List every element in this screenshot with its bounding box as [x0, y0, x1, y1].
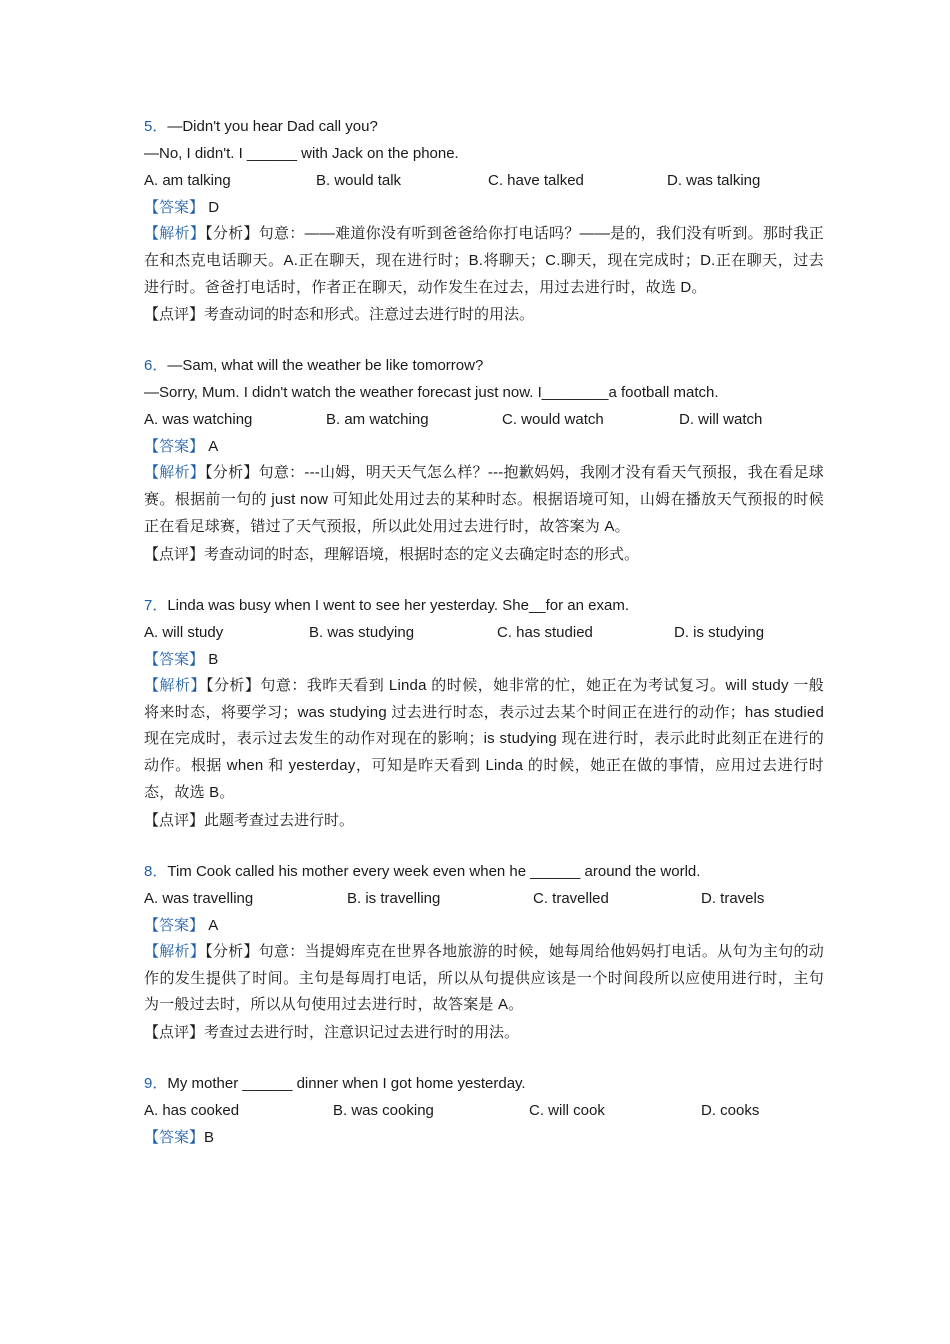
- answer-value: A: [208, 916, 219, 934]
- option-a: A. has cooked: [144, 1102, 240, 1120]
- options-row: [144, 167, 824, 194]
- question-stem-line: —Sorry, Mum. I didn't watch the weather forecast just now. I________a football match.: [144, 384, 719, 402]
- option-c: C. will cook: [529, 1102, 605, 1120]
- question-number: 6．: [144, 357, 168, 375]
- comment-line: 【点评】考查动词的时态和形式。注意过去进行时的用法。: [144, 306, 535, 324]
- option-d: D. cooks: [701, 1102, 760, 1120]
- option-d: D. travels: [701, 889, 765, 907]
- analysis-paragraph: [144, 673, 824, 807]
- answer-value: D: [208, 199, 220, 216]
- answer-value: A: [208, 438, 219, 456]
- analysis-text: 【分析】句意：---山姆，明天天气怎么样？---抱歉妈妈，我刚才没有看天气预报，我在看足球赛。根据前一句的 just now 可知此处用过去的某种时态。根据语境可知，山姆在播放天气预报的时候正在看足球赛，错过了天气预报，所以此处用过去进行时，故答案为 A。: [144, 464, 824, 535]
- answer-tag: 【答案】: [144, 650, 205, 668]
- analysis-paragraph: [144, 939, 824, 1019]
- answer-line: [144, 1124, 824, 1151]
- question-8: [144, 858, 824, 1046]
- question-stem-line: —No, I didn't. I ______ with Jack on the phone.: [144, 145, 459, 162]
- options-row: [144, 885, 824, 912]
- comment-line: 【点评】考查过去进行时，注意识记过去进行时的用法。: [144, 1024, 520, 1042]
- option-c: C. have talked: [488, 172, 584, 189]
- analysis-text: 【分析】句意：我昨天看到 Linda 的时候，她非常的忙，她正在为考试复习。will study 一般将来时态，将要学习；was studying 过去进行时态，表示过去某个时间正在进行的动作；has studied 现在完成时，表示过去发生的动作对现在的影响；is studying 现在进行时，表示此时此刻正在进行的动作。根据 when 和 yesterday，可知是昨天看到 Linda 的时候，她正在做的事情，应用过去进行时态，故选 B。: [144, 676, 824, 801]
- question-stem-line: 7．Linda was busy when I went to see her yesterday. She__for an exam.: [144, 596, 629, 614]
- option-d: D. will watch: [679, 411, 763, 429]
- answer-tag: 【答案】: [144, 438, 205, 456]
- option-a: A. was travelling: [144, 889, 254, 907]
- analysis-tag: 【解析】: [144, 225, 206, 242]
- options-row: [144, 406, 824, 433]
- answer-tag: 【答案】: [144, 916, 205, 934]
- analysis-tag: 【解析】: [144, 942, 206, 960]
- option-c: C. travelled: [533, 889, 609, 907]
- options-row: [144, 1097, 824, 1124]
- question-number: 8．: [144, 862, 168, 880]
- comment-line: 【点评】此题考查过去进行时。: [144, 811, 355, 829]
- answer-line: [144, 912, 824, 939]
- option-c: C. has studied: [497, 623, 593, 641]
- option-b: B. is travelling: [347, 889, 441, 907]
- question-number: 9．: [144, 1075, 168, 1093]
- question-6: [144, 352, 824, 567]
- analysis-paragraph: [144, 460, 824, 540]
- answer-tag: 【答案】: [144, 199, 205, 216]
- comment-line: 【点评】考查动词的时态，理解语境，根据时态的定义去确定时态的形式。: [144, 545, 640, 563]
- option-d: D. was talking: [667, 172, 761, 189]
- answer-line: [144, 646, 824, 673]
- question-number: 5．: [144, 118, 168, 135]
- answer-tag: 【答案】: [144, 1129, 205, 1147]
- question-number: 7．: [144, 596, 168, 614]
- question-stem-line: 5．—Didn't you hear Dad call you?: [144, 118, 378, 135]
- analysis-text: 【分析】句意：当提姆库克在世界各地旅游的时候，她每周给他妈妈打电话。从句为主句的动作的发生提供了时间。主句是每周打电话，所以从句提供应该是一个时间段所以应使用进行时，主句为一般过去时，所以从句使用过去进行时，故答案是 A。: [144, 942, 824, 1014]
- option-c: C. would watch: [502, 411, 604, 429]
- answer-line: [144, 194, 824, 221]
- analysis-paragraph: [144, 221, 824, 301]
- question-stem-line: 8．Tim Cook called his mother every week even when he ______ around the world.: [144, 862, 701, 880]
- analysis-text: 【分析】句意：——难道你没有听到爸爸给你打电话吗？——是的，我们没有听到。那时我正在和杰克电话聊天。A.正在聊天，现在进行时；B.将聊天；C.聊天，现在完成时；D.正在聊天，过去进行时。爸爸打电话时，作者正在聊天，动作发生在过去，用过去进行时，故选 D。: [144, 225, 824, 296]
- option-b: B. would talk: [316, 172, 402, 189]
- answer-line: [144, 433, 824, 460]
- options-row: [144, 619, 824, 646]
- analysis-tag: 【解析】: [144, 676, 206, 694]
- option-a: A. am talking: [144, 172, 231, 189]
- answer-value: B: [204, 1129, 215, 1147]
- option-a: A. was watching: [144, 411, 253, 429]
- option-d: D. is studying: [674, 623, 765, 641]
- option-b: B. am watching: [326, 411, 429, 429]
- question-7: [144, 592, 824, 834]
- option-a: A. will study: [144, 623, 224, 641]
- question-stem-line: 9．My mother ______ dinner when I got home yesterday.: [144, 1075, 526, 1093]
- question-5: [144, 113, 824, 328]
- analysis-tag: 【解析】: [144, 464, 206, 482]
- question-stem-line: 6．—Sam, what will the weather be like tomorrow?: [144, 357, 484, 375]
- worksheet-page: [144, 113, 824, 1175]
- question-9: [144, 1070, 824, 1151]
- option-b: B. was studying: [309, 623, 415, 641]
- answer-value: B: [208, 650, 219, 668]
- option-b: B. was cooking: [333, 1102, 434, 1120]
